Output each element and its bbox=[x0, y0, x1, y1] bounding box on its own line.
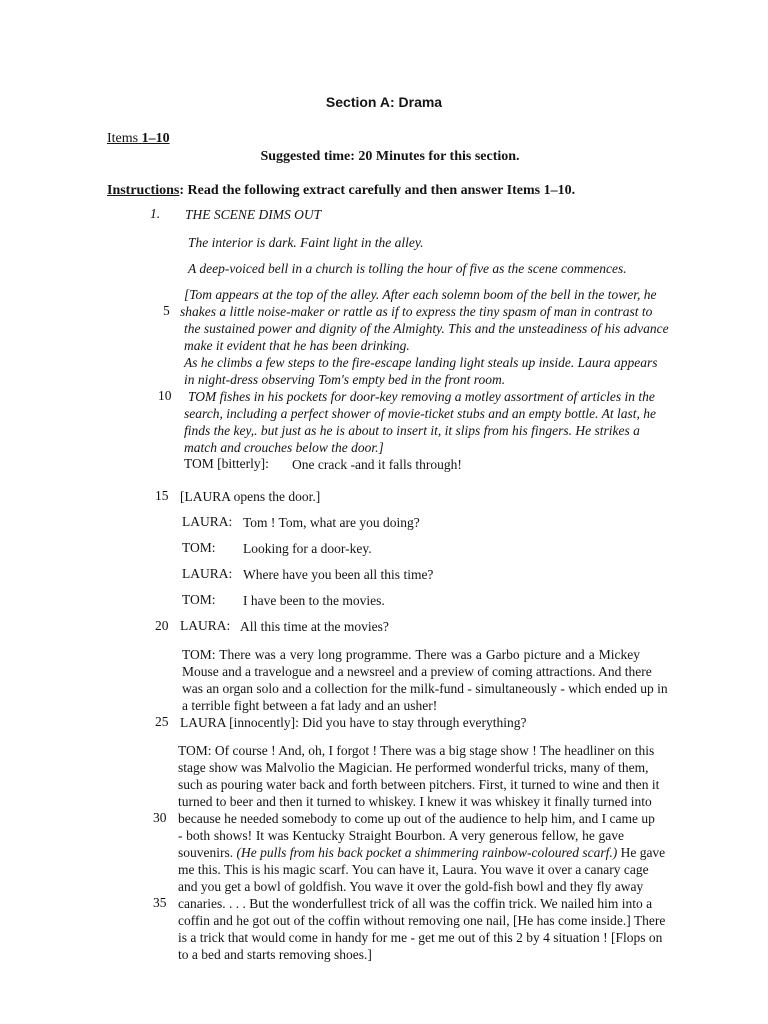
dialogue-line: Tom ! Tom, what are you doing? bbox=[243, 515, 420, 530]
dialogue-line: TOM: Of course ! And, oh, I forgot ! There was a big stage show ! The headliner on this bbox=[178, 743, 655, 758]
stage-block-line: TOM fishes in his pockets for door-key removing a motley assortment of articles in the bbox=[188, 389, 655, 404]
speaker-label: TOM [bitterly]: bbox=[184, 456, 269, 471]
souvenirs-after: He gave bbox=[617, 845, 666, 860]
dialogue-line: turned to beer and then it turned to whiskey. I knew it was whiskey it finally turned into bbox=[178, 794, 652, 809]
dialogue-line: One crack -and it falls through! bbox=[292, 457, 462, 472]
dialogue-line: me this. This is his magic scarf. You can have it, Laura. You wave it over a canary cage bbox=[178, 862, 649, 877]
dialogue-line: such as pouring water back and forth between pitchers. First, it turned to wine and then it bbox=[178, 777, 660, 792]
dialogue-line: because he needed somebody to come up out of the audience to help him, and I came up bbox=[178, 811, 655, 826]
line-number: 15 bbox=[155, 488, 169, 503]
stage-block-line: finds the key,. but just as he is about to insert it, it slips from his fingers. He strikes a bbox=[184, 423, 640, 438]
dialogue-line: canaries. . . . But the wonderfullest trick of all was the coffin trick. We nailed him into a bbox=[178, 896, 653, 911]
dialogue-line: is a trick that would come in handy for me - get me out of this 2 by 4 situation ! [Flops on bbox=[178, 930, 663, 945]
instructions bbox=[107, 183, 575, 199]
stage-block-line: [Tom appears at the top of the alley. After each solemn boom of the bell in the tower, he bbox=[184, 287, 657, 302]
items-label bbox=[107, 131, 170, 147]
dialogue-line: Looking for a door-key. bbox=[243, 541, 372, 556]
stage-block-line: As he climbs a few steps to the fire-escape landing light steals up inside. Laura appears bbox=[184, 355, 658, 370]
suggested-time: Suggested time: 20 Minutes for this section. bbox=[260, 149, 520, 164]
line-number: 20 bbox=[155, 618, 169, 633]
stage-block-line: search, including a perfect shower of movie-ticket stubs and an empty bottle. At last, he bbox=[184, 406, 657, 421]
stage-block-line: match and crouches below the door.] bbox=[184, 440, 384, 455]
dialogue-line-laura-innocently: LAURA [innocently]: Did you have to stay through everything? bbox=[180, 715, 527, 730]
dialogue-line: was an organ solo and a collection for the milk-fund - simultaneously - which ended up in bbox=[182, 681, 668, 696]
line-number: 5 bbox=[163, 303, 170, 318]
stage-block-line: shakes a little noise-maker or rattle as if to express the tiny spasm of man in contrast to bbox=[180, 304, 653, 319]
speaker-label: TOM: bbox=[182, 592, 216, 607]
dialogue-line: Where have you been all this time? bbox=[243, 567, 434, 582]
instructions-label: Instructions bbox=[107, 183, 180, 198]
dialogue-line: and you get a bowl of goldfish. You wave it over the gold-fish bowl and they fly away bbox=[178, 879, 644, 894]
dialogue-line: Mouse and a travelogue and a newsreel and a preview of coming attractions. And there bbox=[182, 664, 652, 679]
items-prefix: Items bbox=[107, 131, 142, 146]
line-number: 35 bbox=[153, 895, 167, 910]
stage-direction-1: The interior is dark. Faint light in the alley. bbox=[188, 235, 424, 250]
stage-block-line: make it evident that he has been drinking. bbox=[184, 338, 410, 353]
line-number: 30 bbox=[153, 810, 167, 825]
line-number: 25 bbox=[155, 714, 169, 729]
line-number: 10 bbox=[158, 388, 172, 403]
instructions-text: : Read the following extract carefully and then answer Items 1–10. bbox=[179, 183, 576, 198]
scene-title: THE SCENE DIMS OUT bbox=[185, 207, 322, 222]
question-number: 1. bbox=[150, 206, 161, 221]
items-range: 1–10 bbox=[141, 131, 170, 146]
stage-block-line: in night-dress observing Tom's empty bed in the front room. bbox=[184, 372, 506, 387]
stage-block-line: the sustained power and dignity of the Almighty. This and the unsteadiness of his advance bbox=[184, 321, 669, 336]
dialogue-line: stage show was Malvolio the Magician. He performed wonderful tricks, many of them, bbox=[178, 760, 649, 775]
souvenirs-italic: (He pulls from his back pocket a shimmering rainbow-coloured scarf.) bbox=[236, 845, 618, 860]
speaker-label: LAURA: bbox=[182, 566, 233, 581]
souvenirs-plain: souvenirs. bbox=[178, 845, 237, 860]
dialogue-line: I have been to the movies. bbox=[243, 593, 385, 608]
dialogue-line: to a bed and starts removing shoes.] bbox=[178, 947, 372, 962]
dialogue-line: a terrible fight between a fat lady and an usher! bbox=[182, 698, 438, 713]
speaker-label: LAURA: bbox=[182, 514, 233, 529]
stage-direction-2: A deep-voiced bell in a church is tolling the hour of five as the scene commences. bbox=[188, 261, 627, 276]
dialogue-line: All this time at the movies? bbox=[240, 619, 389, 634]
dialogue-line: TOM: There was a very long programme. There was a Garbo picture and a Mickey bbox=[182, 647, 640, 662]
dialogue-line: coffin and he got out of the coffin without removing one nail, [He has come inside.] There bbox=[178, 913, 666, 928]
section-title: Section A: Drama bbox=[325, 94, 443, 110]
dialogue-line-souvenirs bbox=[178, 844, 666, 861]
stage-direction-laura-opens: [LAURA opens the door.] bbox=[180, 489, 321, 504]
speaker-label: TOM: bbox=[182, 540, 216, 555]
dialogue-line: - both shows! It was Kentucky Straight Bourbon. A very generous fellow, he gave bbox=[178, 828, 624, 843]
speaker-label: LAURA: bbox=[180, 618, 231, 633]
